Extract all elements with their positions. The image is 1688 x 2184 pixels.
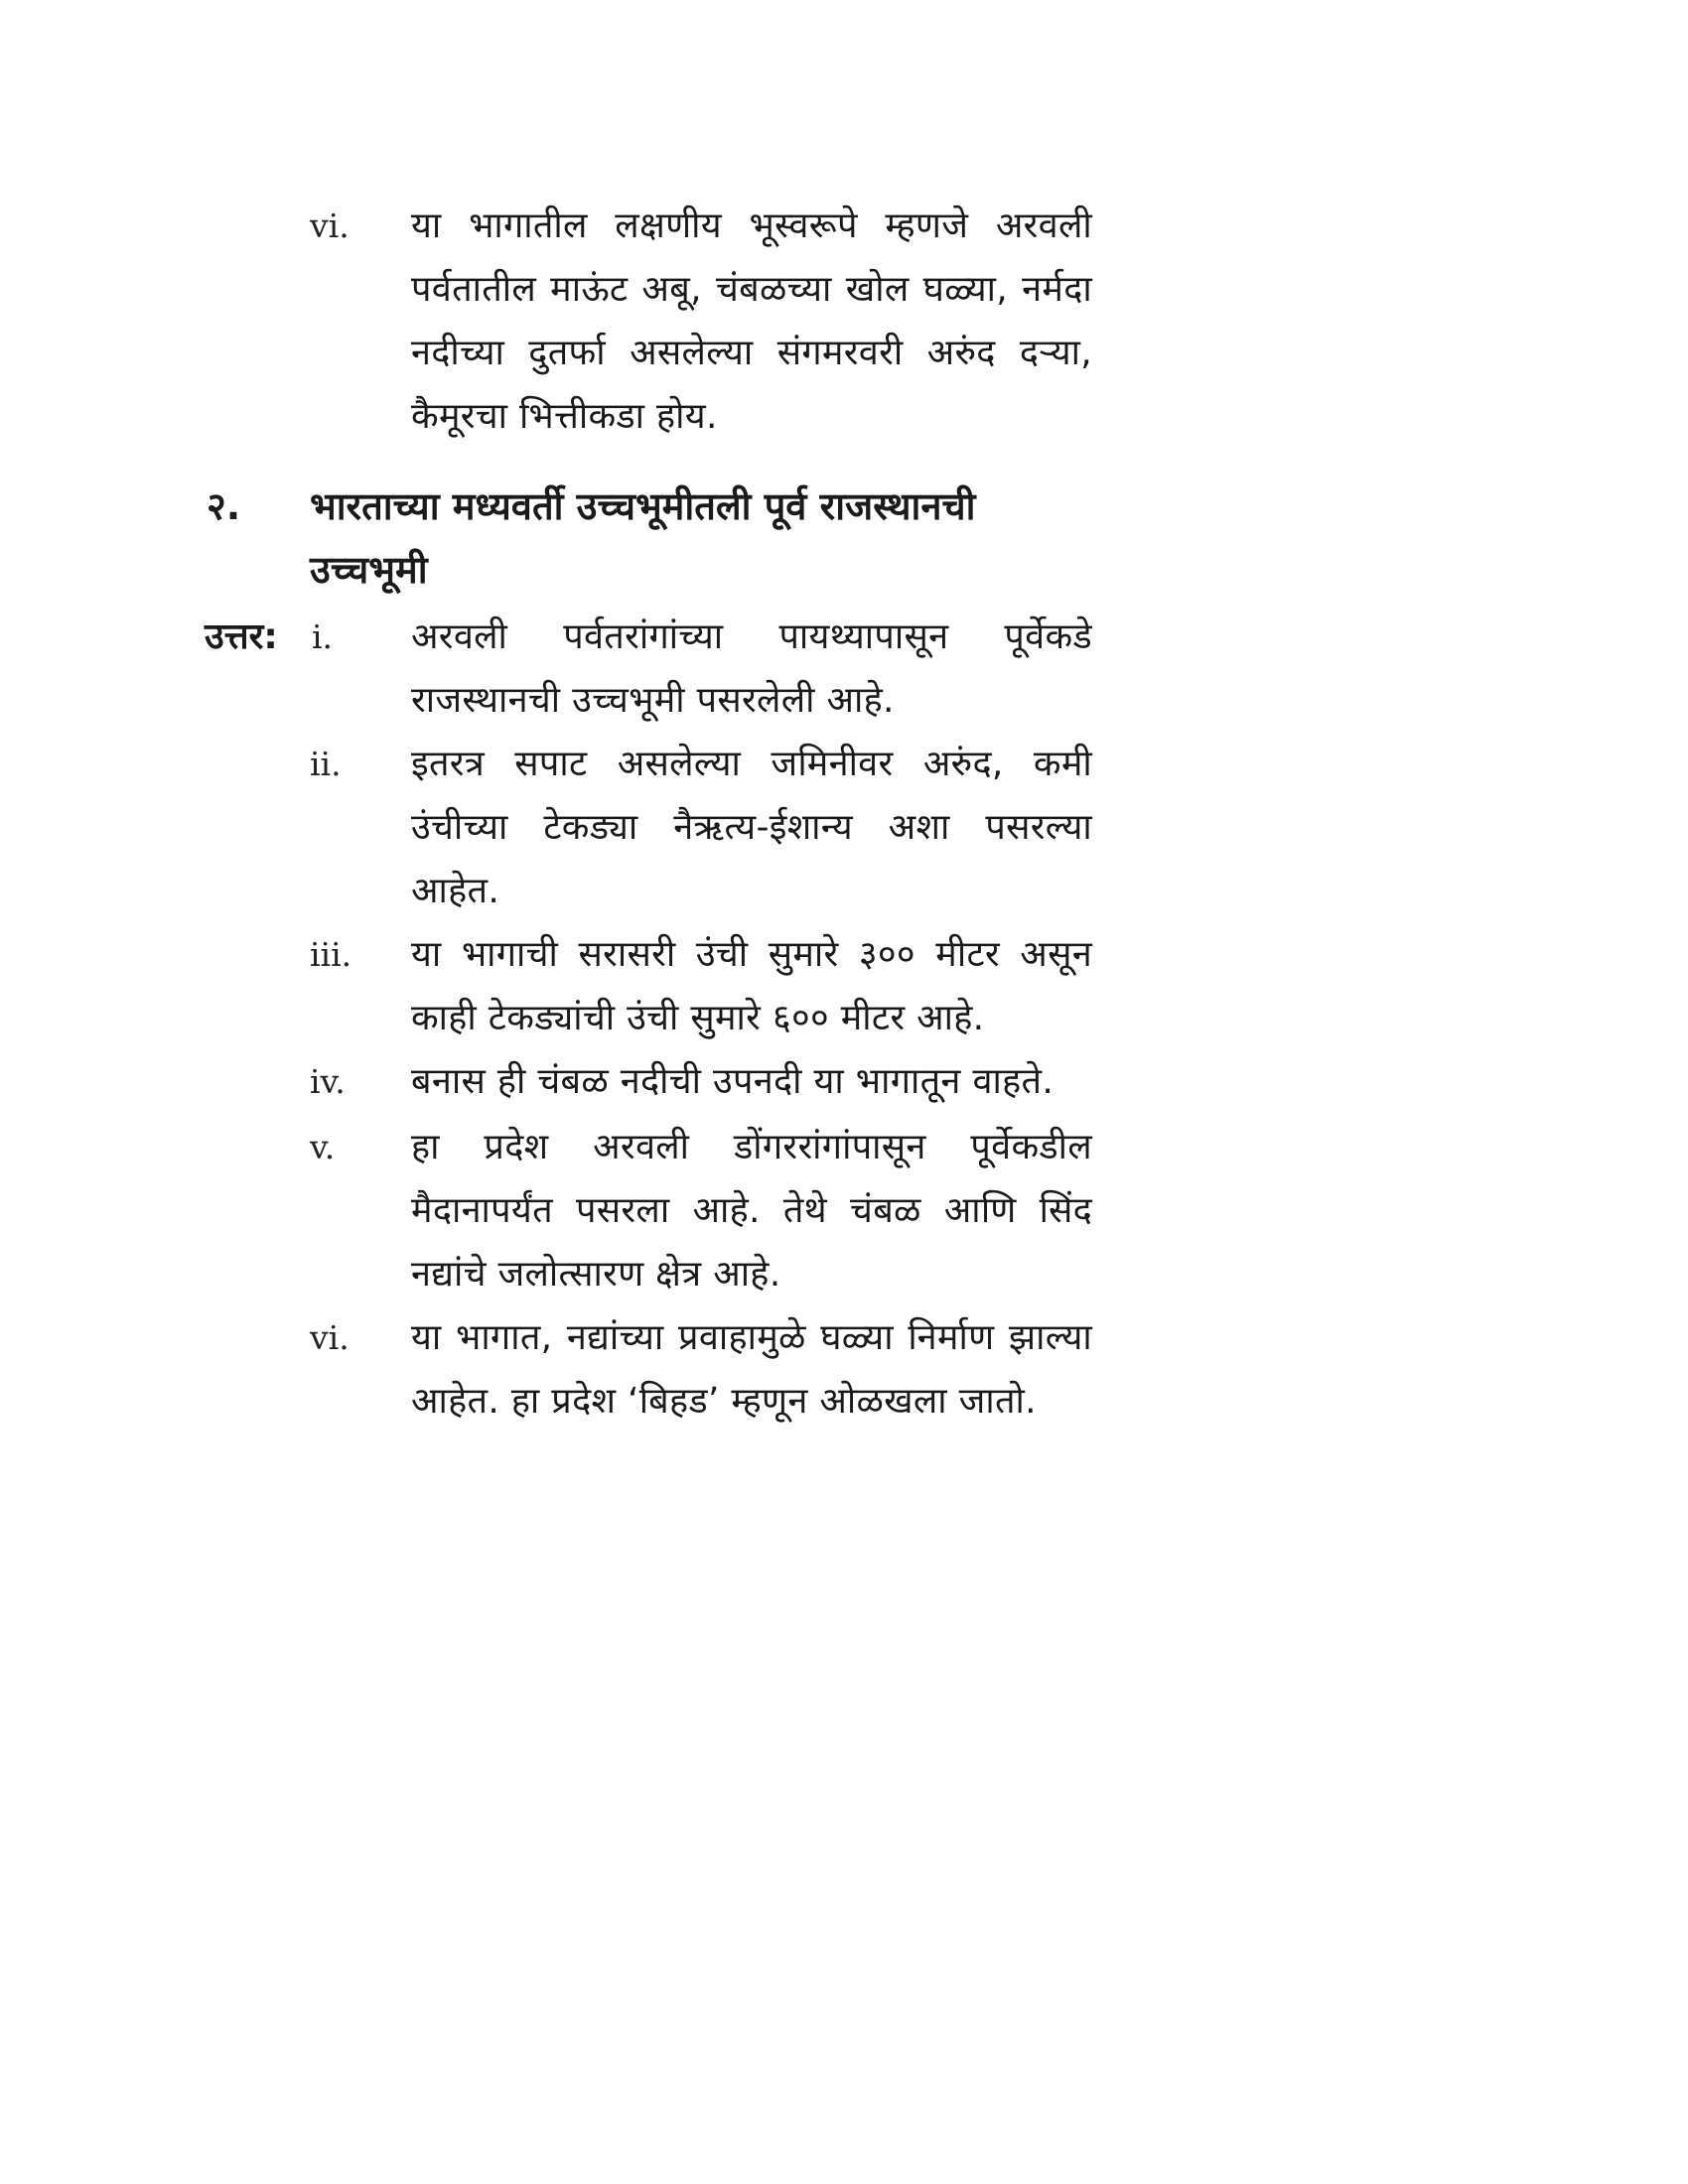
list-item-text: या भागाची सरासरी उंची सुमारे ३०० मीटर असून काही टेकड्यांची उंची सुमारे ६०० मीटर आहे.	[411, 934, 1092, 1038]
list-marker: iv.	[310, 1062, 346, 1101]
list-item-text: या भागातील लक्षणीय भूस्वरूपे म्हणजे अरवली पर्वतातील माऊंट अबू, चंबळच्या खोल घळ्या, नर्मदा नदीच्या दुतर्फा असलेल्या संगमरवरी अरुंद दऱ्या, कैमूरचा भित्तीकडा होय.	[411, 205, 1092, 437]
list-item-text: हा प्रदेश अरवली डोंगररांगांपासून पूर्वेकडील मैदानापर्यंत पसरला आहे. तेथे चंबळ आणि सिंद नद्यांचे जलोत्सारण क्षेत्र आहे.	[411, 1127, 1092, 1295]
question-title: भारताच्या मध्यवर्ती उच्चभूमीतली पूर्व राजस्थानची उच्चभूमी	[310, 484, 976, 592]
question-number: २.	[207, 484, 241, 528]
list-marker: iii.	[310, 935, 352, 974]
answer-label: उत्तर:	[205, 616, 278, 657]
list-marker: v.	[310, 1128, 336, 1166]
list-marker: i.	[312, 617, 334, 656]
list-marker: vi.	[310, 1318, 350, 1357]
list-marker: vi.	[310, 206, 350, 245]
list-item-text: बनास ही चंबळ नदीची उपनदी या भागातून वाहते.	[411, 1061, 1055, 1102]
list-marker: ii.	[310, 745, 342, 783]
list-item-text: इतरत्र सपाट असलेल्या जमिनीवर अरुंद, कमी उंचीच्या टेकड्या नैऋत्य-ईशान्य अशा पसरल्या आहेत.	[411, 744, 1092, 911]
list-item-text: अरवली पर्वतरांगांच्या पायथ्यापासून पूर्वेकडे राजस्थानची उच्चभूमी पसरलेली आहे.	[411, 616, 1092, 721]
list-item-text: या भागात, नद्यांच्या प्रवाहामुळे घळ्या निर्माण झाल्या आहेत. हा प्रदेश ‘बिहड’ म्हणून ओळखला जातो.	[411, 1317, 1092, 1422]
